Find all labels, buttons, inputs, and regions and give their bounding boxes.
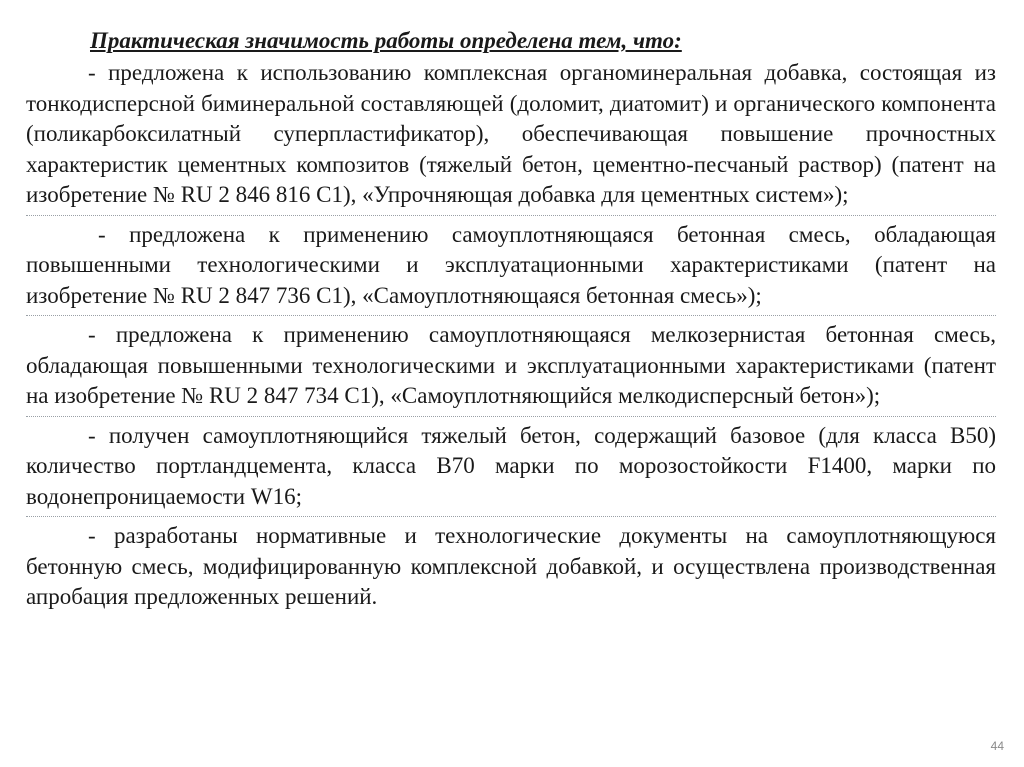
list-item: - предложена к применению самоуплотняющаяся мелкозернистая бетонная смесь, обладающая повышенными технологическими и эксплуатационными характеристиками (патент на изобретение № RU 2 847 734 С1), «Самоуплотняющийся мелкодисперсный бетон»); <box>26 316 996 417</box>
slide-content <box>26 26 996 617</box>
slide-heading: Практическая значимость работы определена тем, что: <box>90 28 682 53</box>
page-number: 44 <box>990 739 1004 753</box>
list-item: - предложена к использованию комплексная органоминеральная добавка, состоящая из тонкодисперсной биминеральной составляющей (доломит, диатомит) и органического компонента (поликарбоксилатный суперпластификатор), обеспечивающая повышение прочностных характеристик цементных композитов (тяжелый бетон, цементно-песчаный раствор) (патент на изобретение № RU 2 846 816 С1), «Упрочняющая добавка для цементных систем»); <box>26 58 996 216</box>
list-item: - разработаны нормативные и технологические документы на самоуплотняющуюся бетонную смесь, модифицированную комплексной добавкой, и осуществлена производственная апробация предложенных решений. <box>26 523 996 609</box>
list-item: - получен самоуплотняющийся тяжелый бетон, содержащий базовое (для класса В50) количество портландцемента, класса В70 марки по морозостойкости F1400, марки по водонепроницаемости W16; <box>26 417 996 518</box>
list-item: - предложена к применению самоуплотняющаяся бетонная смесь, обладающая повышенными технологическими и эксплуатационными характеристиками (патент на изобретение № RU 2 847 736 С1), «Самоуплотняющаяся бетонная смесь»); <box>26 216 996 317</box>
